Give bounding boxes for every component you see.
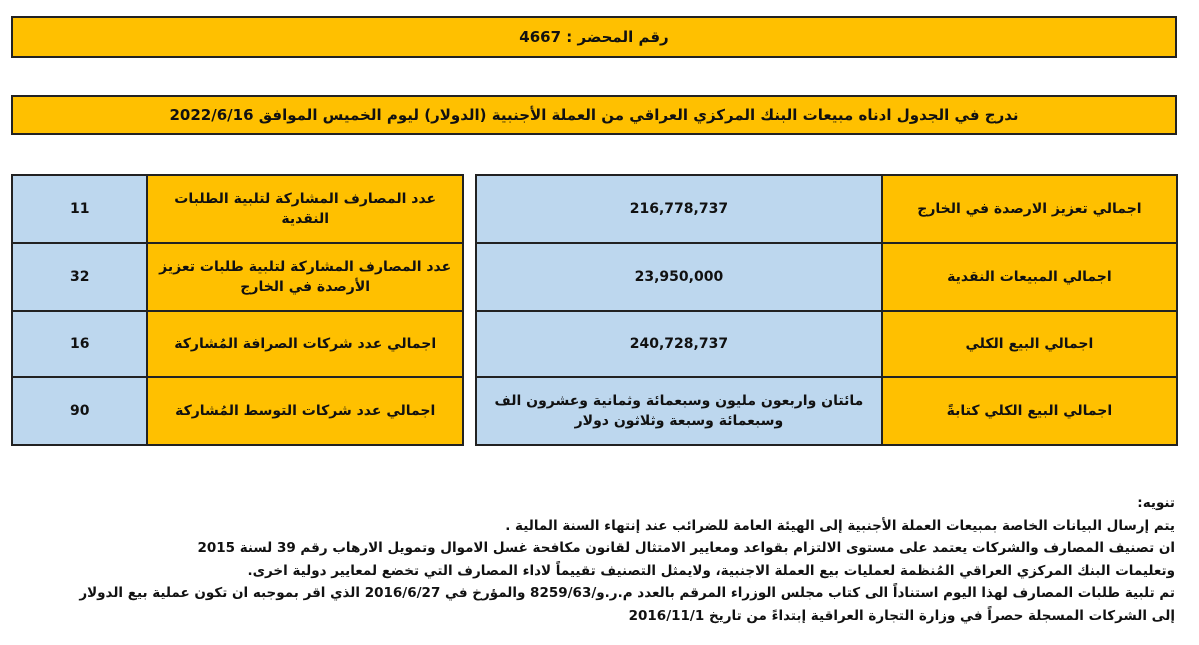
table-row [476,377,1177,445]
notice-section [25,492,1175,627]
record-number-text: رقم المحضر : 4667 [519,28,669,46]
table-row [12,377,463,445]
notice-line: يتم إرسال البيانات الخاصة بمبيعات العملة الأجنبية إلى الهيئة العامة للضرائب عند إنتهاء السنة المالية . [505,517,1175,534]
notice-line: إلى الشركات المسجلة حصراً في وزارة التجارة العراقية إبتداءً من تاريخ 2016/11/1 [628,607,1175,624]
participants-label: عدد المصارف المشاركة لتلبية الطلبات النقدية [147,175,463,243]
table-row [476,175,1177,243]
participants-label: اجمالي عدد شركات التوسط المُشاركة [147,377,463,445]
notice-line: تم تلبية طلبات المصارف لهذا اليوم استناداً الى كتاب مجلس الوزراء المرقم بالعدد م.ر.و/8259/63 والمؤرخ في 2016/6/27 الذي اقر بموجبه ان تكون عملية بيع الدولار [79,585,1175,601]
notice-heading: تنويه: [1137,495,1175,511]
sales-value: 240,728,737 [476,311,882,377]
sales-label: اجمالي البيع الكلي كتابةً [882,377,1177,445]
table-row [12,175,463,243]
participants-value: 11 [12,175,147,243]
sales-label: اجمالي تعزيز الارصدة في الخارج [882,175,1177,243]
notice-line: وتعليمات البنك المركزي العراقي المُنظمة لعمليات بيع العملة الاجنبية، ولايمثل التصنيف تقييماً لاداء المصارف التي تخضع لمعايير دولية اخرى. [247,562,1175,579]
table-row [12,311,463,377]
record-number-bar [11,16,1177,58]
sales-table [475,174,1178,446]
participants-value: 90 [12,377,147,445]
table-row [12,243,463,311]
participants-value: 32 [12,243,147,311]
sales-label: اجمالي البيع الكلي [882,311,1177,377]
sales-value: 23,950,000 [476,243,882,311]
sales-label: اجمالي المبيعات النقدية [882,243,1177,311]
sales-value: 216,778,737 [476,175,882,243]
notice-line: ان تصنيف المصارف والشركات يعتمد على مستوى الالتزام بقواعد ومعايير الامتثال لقانون مكافحة غسل الاموال وتمويل الارهاب رقم 39 لسنة 2015 [197,540,1175,556]
table-row [476,243,1177,311]
participants-label: اجمالي عدد شركات الصرافة المُشاركة [147,311,463,377]
sales-value-written: مائتان واربعون مليون وسبعمائة وثمانية وعشرون الف وسبعمائة وسبعة وثلاثون دولار [476,377,882,445]
participants-table [11,174,464,446]
participants-value: 16 [12,311,147,377]
sales-title-bar [11,95,1177,135]
table-row [476,311,1177,377]
sales-title-text: ندرج في الجدول ادناه مبيعات البنك المركزي العراقي من العملة الأجنبية (الدولار) ليوم الخميس الموافق 2022/6/16 [169,106,1019,124]
participants-label: عدد المصارف المشاركة لتلبية طلبات تعزيز الأرصدة في الخارج [147,243,463,311]
